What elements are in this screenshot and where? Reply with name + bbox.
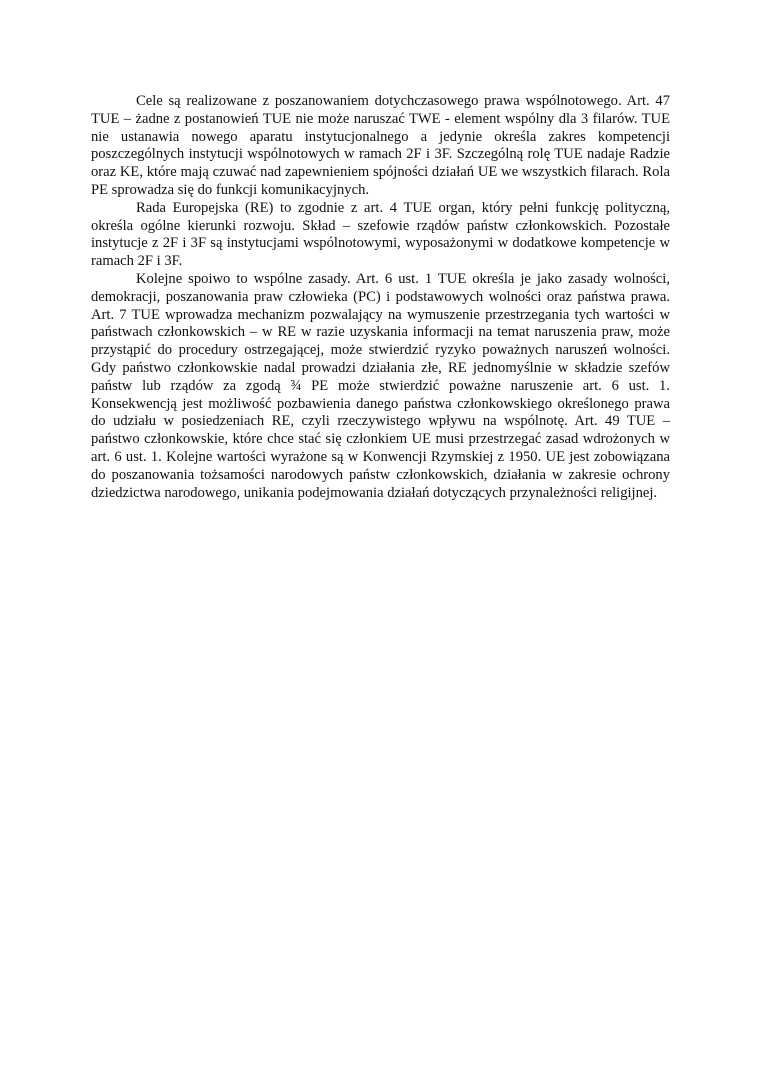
paragraph-common-principles: Kolejne spoiwo to wspólne zasady. Art. 6 ust. 1 TUE określa je jako zasady wolności, demokracji, poszanowania praw człowieka (PC) i podstawowych wolności oraz państwa prawa. Art. 7 TUE wprowadza mechanizm pozwalający na wymuszenie przestrzegania tych wartości w państwach członkowskich – w RE w razie uzyskania informacji na temat naruszenia praw, może przystąpić do procedury ostrzegającej, może stwierdzić ryzyko poważnych naruszeń wolności. Gdy państwo członkowskie nadal prowadzi działania złe, RE jednomyślnie w składzie szefów państw lub rządów za zgodą ¾ PE może stwierdzić poważne naruszenie art. 6 ust. 1. Konsekwencją jest możliwość pozbawienia danego państwa członkowskiego określonego prawa do udziału w posiedzeniach RE, czyli rzeczywistego wpływu na wspólnotę. Art. 49 TUE – państwo członkowskie, które chce stać się członkiem UE musi przestrzegać zasad wdrożonych w art. 6 ust. 1. Kolejne wartości wyrażone są w Konwencji Rzymskiej z 1950. UE jest zobowiązana do poszanowania tożsamości narodowych państw członkowskich, działania w zakresie ochrony dziedzictwa narodowego, unikania podejmowania działań dotyczących przynależności religijnej.: [91, 270, 670, 501]
document-body: [91, 93, 670, 502]
paragraph-aims: Cele są realizowane z poszanowaniem dotychczasowego prawa wspólnotowego. Art. 47 TUE – żadne z postanowień TUE nie może naruszać TWE - element wspólny dla 3 filarów. TUE nie ustanawia nowego aparatu instytucjonalnego a jedynie określa zakres kompetencji poszczególnych instytucji wspólnotowych w ramach 2F i 3F. Szczególną rolę TUE nadaje Radzie oraz KE, które mają czuwać nad zapewnieniem spójności działań UE we wszystkich filarach. Rola PE sprowadza się do funkcji komunikacyjnych.: [91, 93, 670, 198]
paragraph-european-council: Rada Europejska (RE) to zgodnie z art. 4 TUE organ, który pełni funkcję polityczną, określa ogólne kierunki rozwoju. Skład – szefowie rządów państw członkowskich. Pozostałe instytucje z 2F i 3F są instytucjami wspólnotowymi, wyposażonymi w dodatkowe kompetencje w ramach 2F i 3F.: [91, 199, 670, 270]
